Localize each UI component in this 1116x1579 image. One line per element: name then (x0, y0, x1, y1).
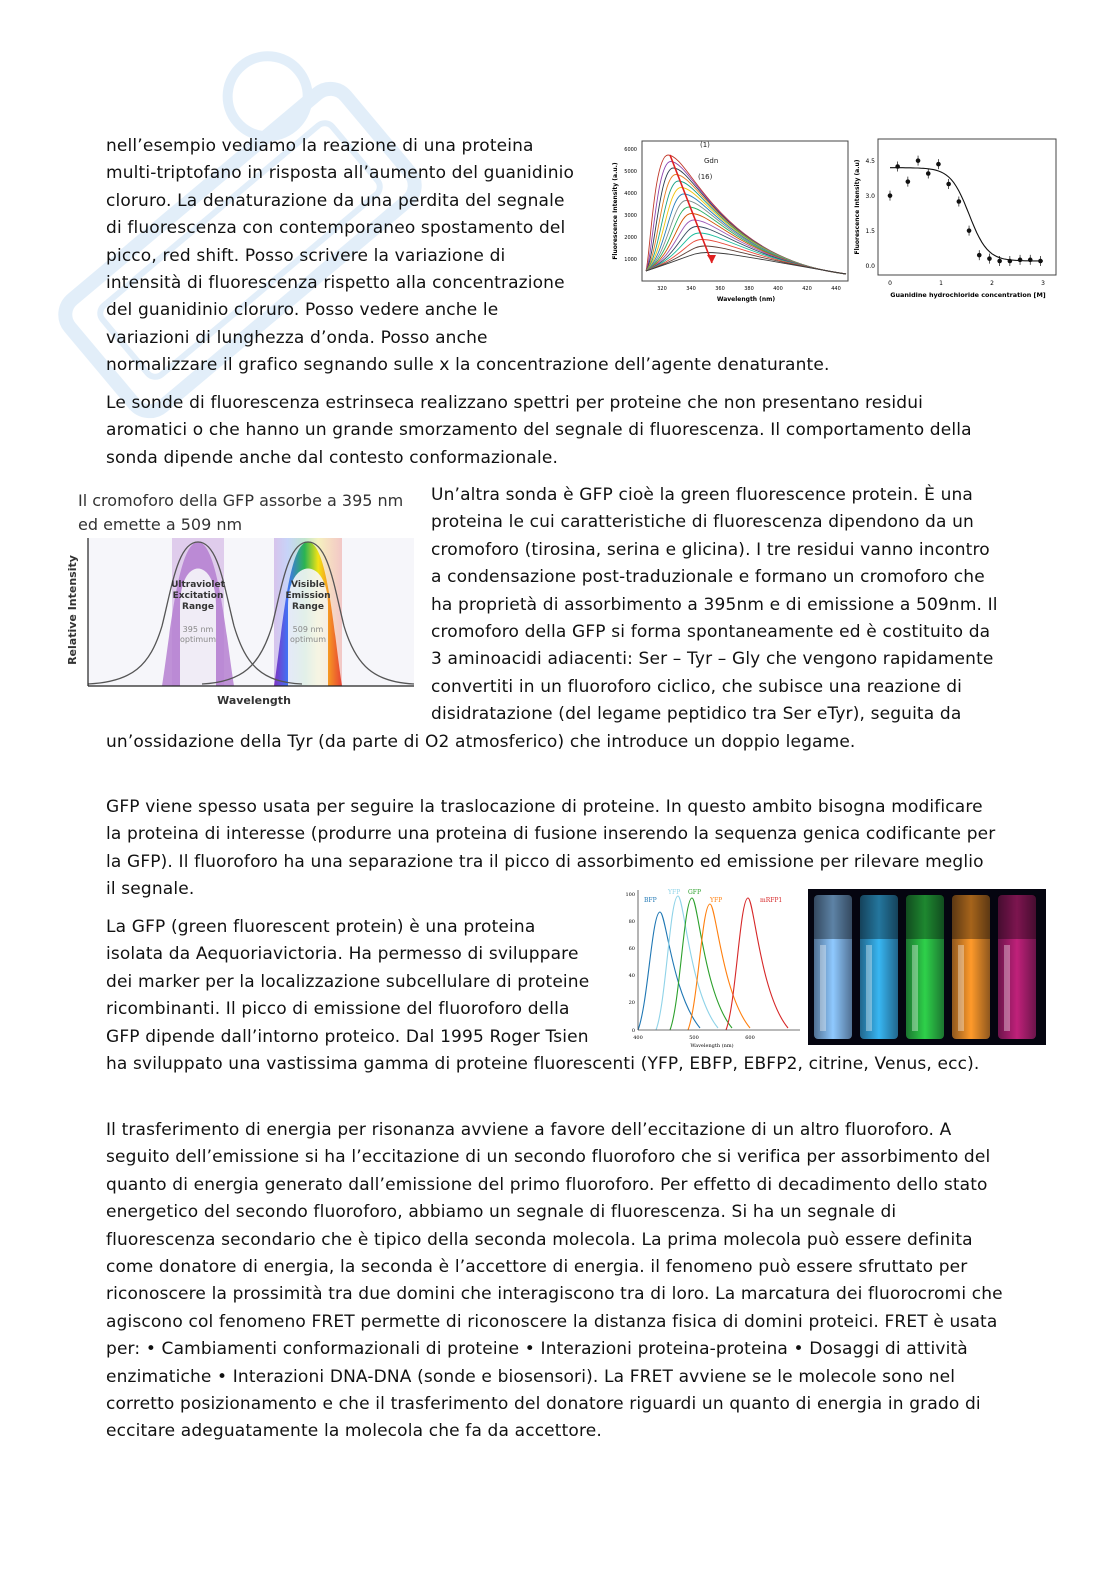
y-axis-label: Fluorescence Intensity (a.u) (854, 159, 861, 255)
y-tick: 4000 (624, 191, 637, 197)
y-tick: 0.0 (865, 263, 875, 270)
y-axis-label: Relative Intensity (66, 555, 79, 665)
annotation-1: (1) (700, 141, 710, 149)
visible-range-label: Range (292, 602, 324, 612)
visible-optimum: optimum (290, 635, 326, 644)
figure-title-line-2: ed emette a 509 nm (78, 515, 243, 534)
uv-range-label: Ultraviolet (171, 580, 225, 590)
series-label-mrfp1: mRFP1 (760, 897, 783, 904)
series-label-bfp: BFP (644, 897, 657, 904)
x-tick: 500 (689, 1035, 699, 1041)
data-point (967, 228, 972, 233)
paragraph-gfp-chromophore: Un’altra sonda è GFP cioè la green fluorescence protein. È una proteina le cui caratteristiche di fluorescenza dipendono da un cromoforo (tirosina, serina e glicina). I tre residui vanno incontro a condensazione post-traduzionale e formano un cromoforo che ha proprietà di assorbimento a 395nm e di emissione a 509nm. Il cromoforo della GFP si forma spontaneamente ed è costituito da 3 aminoacidi adiacenti: Ser – Tyr – Gly che vengono rapidamente convertiti in un fluoroforo ciclico, che subisce una reazione di disidratazione (del legame peptidico tra Ser eTyr), seguita da un’ossidazione della Tyr (da parte di O2 atmosferico) che introduce un doppio legame. (106, 485, 998, 752)
data-point (987, 256, 992, 261)
x-axis-label: Guanidine hydrochloride concentration [M] (890, 291, 1046, 299)
data-point (946, 182, 951, 187)
paragraph-gfp-aequorea: La GFP (green fluorescent protein) è una proteina isolata da Aequoriavictoria. Ha permesso di sviluppare dei marker per la localizzazione subcellulare di proteine ricombinanti. Il picco di emissione del fluoroforo della GFP dipende dall’intorno proteico. Dal 1995 Roger Tsien ha sviluppato una vastissima gamma di proteine fluorescenti (YFP, EBFP, EBFP2, citrine, Venus, ecc). (106, 917, 980, 1075)
tube-highlight (1004, 945, 1010, 1031)
x-tick: 400 (633, 1035, 643, 1041)
x-tick: 380 (744, 286, 754, 292)
tube-cap-shadow (998, 895, 1036, 939)
y-tick: 6000 (624, 147, 637, 153)
data-point (997, 259, 1002, 264)
y-tick: 0 (631, 1028, 635, 1034)
x-axis-label: Wavelength (nm) (690, 1043, 734, 1049)
x-tick: 420 (802, 286, 812, 292)
y-tick: 1.5 (865, 228, 875, 235)
data-point (916, 158, 921, 163)
x-axis-label: Wavelength (217, 694, 291, 707)
data-point (1038, 259, 1043, 264)
uv-optimum: 395 nm (182, 625, 214, 634)
y-axis-label: Fluorescence Intensity (a.u.) (612, 162, 619, 260)
x-tick: 400 (773, 286, 783, 292)
data-point (1008, 259, 1013, 264)
figure-title-line-1: Il cromoforo della GFP assorbe a 395 nm (78, 491, 404, 510)
x-tick: 360 (715, 286, 725, 292)
x-tick: 3 (1041, 280, 1045, 287)
x-tick: 320 (657, 286, 667, 292)
paragraph-fret: Il trasferimento di energia per risonanza avviene a favore dell’eccitazione di un altro fluoroforo. A seguito dell’emissione si ha l’eccitazione di un secondo fluoroforo che si verifica per assorbimento del quanto di energia generato dall’emissione del primo fluoroforo. Per effetto di decadimento dello stato energetico del secondo fluoroforo, abbiamo un segnale di fluorescenza. Si ha un segnale di fluorescenza secondario che è tipico della seconda molecola. La prima molecola può essere definita come donatore di energia, la seconda è l’accettore di energia. il fenomeno può essere sfruttato per riconoscere la prossimità tra due domini che interagiscono tra di loro. La marcatura dei fluorocromi che agiscono col fenomeno FRET permette di riconoscere la distanza fisica di domini proteici. FRET è usata per: • Cambiamenti conformazionali di proteine • Interazioni proteina-proteina • Dosaggi di attività enzimatiche • Interazioni DNA-DNA (sonde e biosensori). La FRET avviene se le molecole sono nel corretto posizionamento e che il trasferimento del donatore riguardi un quanto di energia in grado di eccitare adeguatamente la molecola che fa da accettore. (106, 1120, 1003, 1442)
data-point (957, 199, 962, 204)
paragraph-denaturation: nell’esempio vediamo la reazione di una proteina multi-triptofano in risposta all’aumento del guanidinio cloruro. La denaturazione da una perdita del segnale di fluorescenza con contemporaneo spostamento del picco, red shift. Posso scrivere la variazione di intensità di fluorescenza rispetto alla concentrazione del guanidinio cloruro. Posso vedere anche le variazioni di lunghezza d’onda. Posso anche normalizzare il grafico segnando sulle x la concentrazione dell’agente denaturante. (106, 136, 830, 376)
x-tick: 440 (831, 286, 841, 292)
y-tick: 4.5 (865, 158, 875, 165)
paragraph-gfp-translocation: GFP viene spesso usata per seguire la traslocazione di proteine. In questo ambito bisogna modificare la proteina di interesse (produrre una proteina di fusione inserendo la sequenza genica codificante per la GFP). Il fluoroforo ha una separazione tra il picco di assorbimento ed emissione per rilevare meglio il segnale. (106, 797, 996, 900)
y-tick: 80 (628, 919, 635, 925)
x-tick: 600 (745, 1035, 755, 1041)
x-tick: 0 (888, 280, 892, 287)
data-point (888, 193, 893, 198)
figure-denaturation-spectra (606, 137, 852, 307)
data-point (895, 164, 900, 169)
paragraph-extrinsic-probes: Le sonde di fluorescenza estrinseca realizzano spettri per proteine che non presentano residui aromatici o che hanno un grande smorzamento del segnale di fluorescenza. Il comportamento della sonda dipende anche dal contesto conformazionale. (106, 393, 972, 468)
annotation-gdn: Gdn (704, 157, 719, 165)
x-axis-label: Wavelength (nm) (716, 296, 776, 303)
visible-optimum: 509 nm (292, 625, 324, 634)
y-tick: 3000 (624, 213, 637, 219)
x-tick: 1 (939, 280, 943, 287)
visible-range-label: Visible (291, 580, 325, 590)
y-tick: 3.0 (865, 193, 875, 200)
uv-range-label: Excitation (172, 591, 224, 601)
data-point (906, 179, 911, 184)
series-label-yfp-2: YFP (710, 897, 723, 904)
y-tick: 5000 (624, 169, 637, 175)
visible-range-label: Emission (285, 591, 331, 601)
series-label-gfp: GFP (688, 889, 701, 896)
y-tick: 20 (628, 1000, 635, 1006)
y-tick: 1000 (624, 257, 637, 263)
y-tick: 2000 (624, 235, 637, 241)
y-tick: 100 (625, 892, 635, 898)
y-tick: 40 (628, 973, 635, 979)
y-tick: 60 (628, 946, 635, 952)
data-point (926, 171, 931, 176)
annotation-16: (16) (698, 173, 713, 181)
series-label-yfp: YFP (668, 889, 681, 896)
x-tick: 2 (990, 280, 994, 287)
data-point (977, 253, 982, 258)
data-point (1018, 258, 1023, 263)
uv-range-label: Range (182, 602, 214, 612)
data-point (1028, 258, 1033, 263)
x-tick: 340 (686, 286, 696, 292)
figure-denaturation-curve (850, 137, 1060, 307)
uv-optimum: optimum (180, 635, 216, 644)
data-point (936, 162, 941, 167)
